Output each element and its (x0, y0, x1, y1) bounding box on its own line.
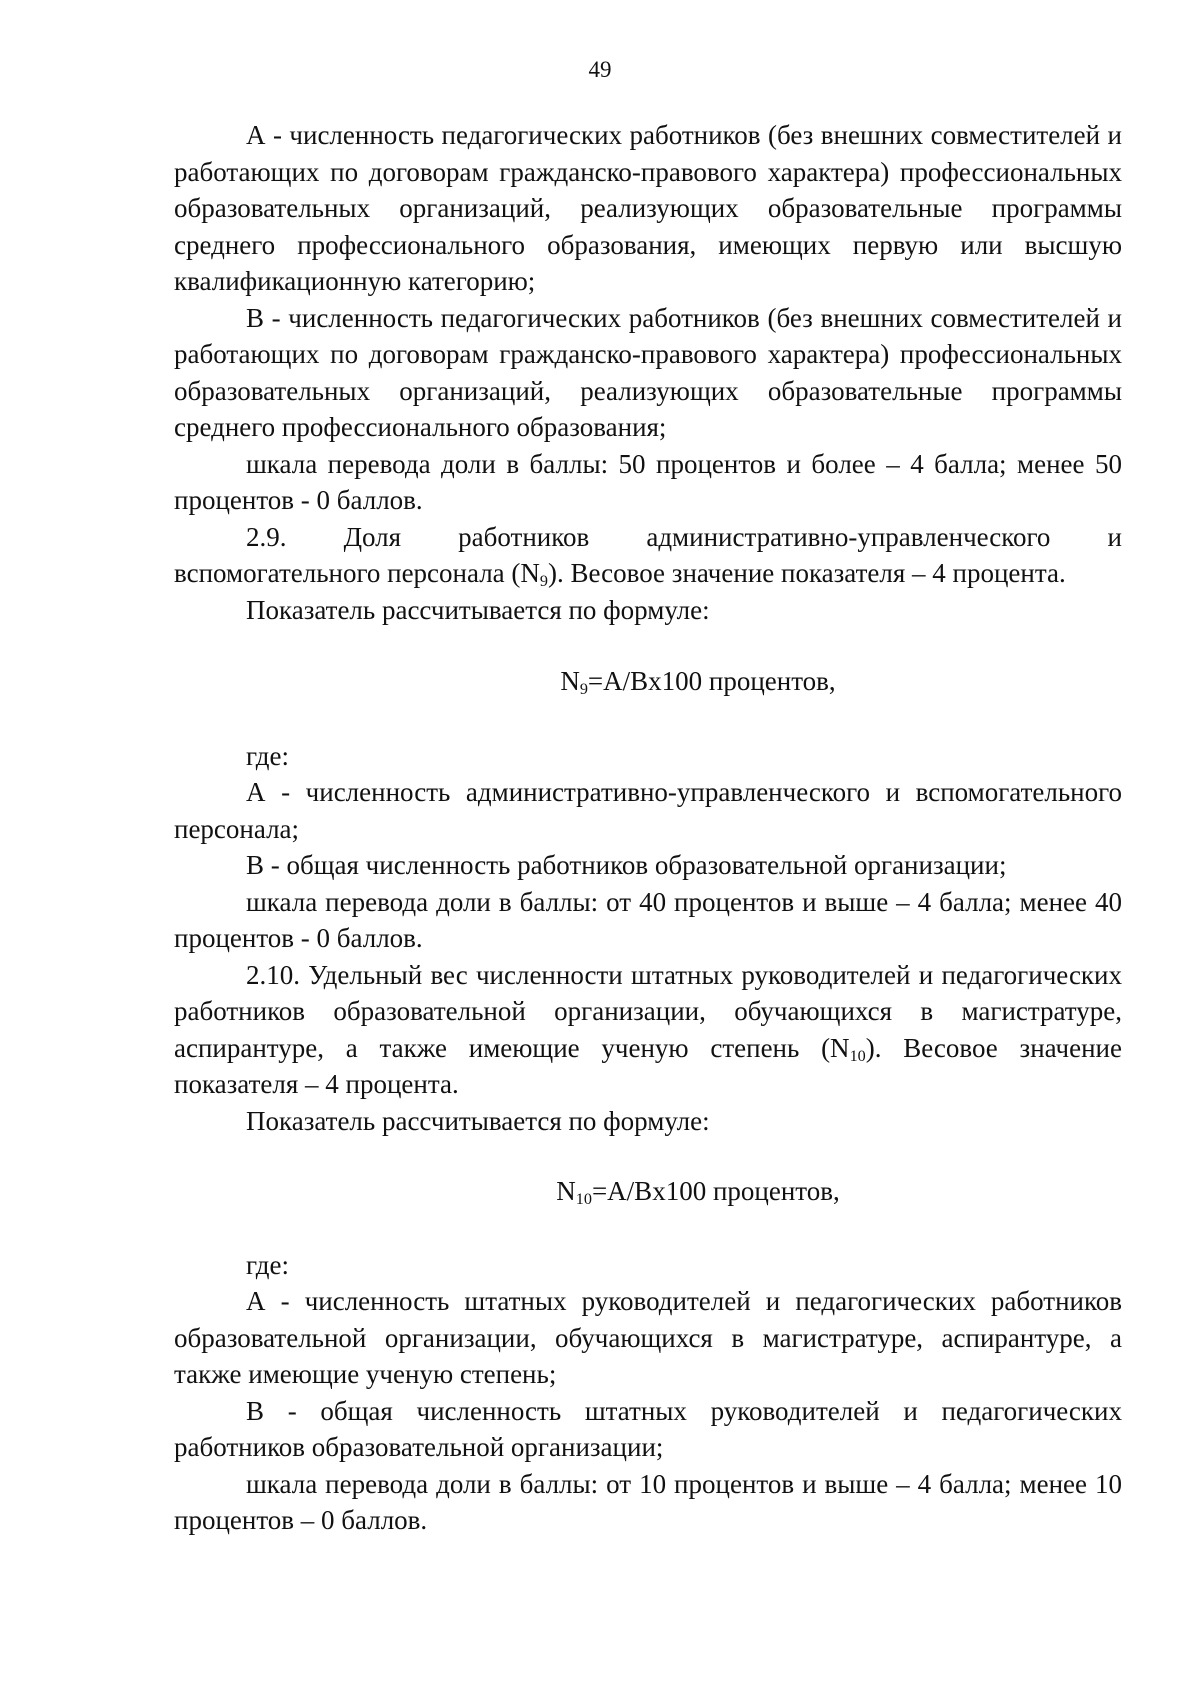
formula-n10 (174, 1173, 1122, 1210)
definition-b-staff-total: В - общая численность штатных руководителей и педагогических работников образовательной организации; (174, 1395, 1122, 1462)
formula-n10-symbol: N (556, 1176, 576, 1206)
definition-b-all-staff: В - общая численность работников образовательной организации; (246, 850, 1007, 880)
formula-intro: Показатель рассчитывается по формуле: (246, 1105, 710, 1136)
formula-n9-symbol: N (560, 666, 580, 696)
definition-a-admin-staff: А - численность административно-управленческого и вспомогательного персонала; (174, 777, 1122, 844)
definition-a-teachers-qualified: А - численность педагогических работников (без внешних совместителей и работающих по договорам гражданско-правового характера) профессиональных образовательных организаций, реализующих образовательные программы среднего профессионального образования, имеющих первую или высшую квалификационную категорию; (174, 120, 1122, 296)
scoring-scale-paragraph: шкала перевода доли в баллы: от 40 процентов и выше – 4 балла; менее 40 процентов - 0 баллов. (174, 886, 1122, 953)
formula-n9 (174, 663, 1122, 700)
section-2-9-text-end: ). Весовое значение показателя – 4 процента. (548, 558, 1066, 588)
where-label: где: (246, 1249, 289, 1280)
section-2-9-text: 2.9. Доля работников административно-управленческого и вспомогательного персонала (N (174, 521, 1122, 588)
where-label: где: (246, 740, 289, 771)
section-2-9-subscript: 9 (539, 572, 549, 591)
scoring-scale-paragraph: шкала перевода доли в баллы: от 10 процентов и выше – 4 балла; менее 10 процентов – 0 баллов. (174, 1468, 1122, 1535)
formula-n10-subscript: 10 (575, 1190, 592, 1209)
formula-n9-expression: =A/Bх100 процентов, (587, 666, 836, 696)
section-2-9-heading (174, 519, 1122, 592)
section-2-10-subscript: 10 (849, 1046, 866, 1065)
section-2-10-text: 2.10. Удельный вес численности штатных руководителей и педагогических работников образовательной организации, обучающихся в магистратуре, аспирантуре, а также имеющие ученую степень (N (174, 959, 1122, 1063)
page-number: 49 (588, 57, 612, 82)
section-2-10-text-end: ). Весовое значение показателя – 4 процента. (174, 1032, 1122, 1099)
formula-n10-expression: =A/Bх100 процентов, (591, 1176, 840, 1206)
scoring-scale-paragraph: шкала перевода доли в баллы: 50 процентов и более – 4 балла; менее 50 процентов - 0 баллов. (174, 448, 1122, 515)
document-body (174, 117, 1122, 1539)
formula-n9-subscript: 9 (579, 680, 588, 699)
definition-a-staff-studying: А - численность штатных руководителей и педагогических работников образовательной организации, обучающихся в магистратуре, аспирантуре, а также имеющие ученую степень; (174, 1286, 1122, 1389)
section-2-10-heading (174, 957, 1122, 1103)
formula-intro: Показатель рассчитывается по формуле: (246, 594, 710, 625)
definition-b-teachers-total: В - численность педагогических работников (без внешних совместителей и работающих по договорам гражданско-правового характера) профессиональных образовательных организаций, реализующих образовательные программы среднего профессионального образования; (174, 302, 1122, 442)
